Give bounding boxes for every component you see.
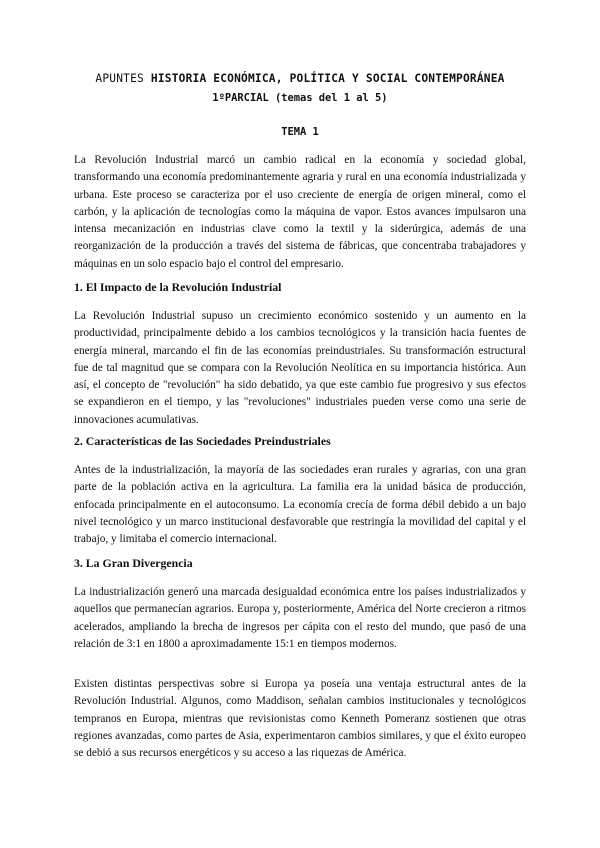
section-3-paragraph-2: Existen distintas perspectivas sobre si Europa ya poseía una ventaja estructural antes de la Revolución Industrial. Algunos, como Maddison, señalan cambios institucionales y tecnológicos tempranos en Europa, mientras que revisionistas como Kenneth Pomeranz sostienen que otras regiones avanzadas, como partes de Asia, experimentaron cambios similares, y que el éxito europeo se debió a sus recursos energéticos y su acceso a las riquezas de América. bbox=[74, 678, 526, 760]
section-3-heading: 3. La Gran Divergencia bbox=[74, 556, 193, 570]
section-2-paragraph: Antes de la industrialización, la mayoría de las sociedades eran rurales y agrarias, con una gran parte de la población activa en la agricultura. La familia era la unidad básica de producción, enfocada principalmente en el autoconsumo. La economía crecía de forma débil debido a un bajo nivel tecnológico y un marco institucional desfavorable que restringía la movilidad del capital y el trabajo, y limitaba el comercio internacional. bbox=[74, 464, 526, 546]
parcial-subtitle: 1ºPARCIAL (temas del 1 al 5) bbox=[212, 92, 388, 104]
document-title bbox=[0, 72, 600, 85]
section-3-paragraph-1: La industrialización generó una marcada desigualdad económica entre los países industrializados y aquellos que permanecían agrarios. Europa y, posteriormente, América del Norte crecieron a ritmos acelerados, ampliando la brecha de ingresos per cápita con el resto del mundo, que pasó de una relación de 3:1 en 1800 a aproximadamente 15:1 en tiempos modernos. bbox=[74, 586, 526, 650]
intro-paragraph: La Revolución Industrial marcó un cambio radical en la economía y sociedad global, transformando una economía predominantemente agraria y rural en una economía industrializada y urbana. Este proceso se caracteriza por el uso creciente de energía de origen mineral, como el carbón, y la aplicación de tecnologías como la máquina de vapor. Estos avances impulsaron una intensa mecanización en industrias clave como la textil y la siderúrgica, además de una reorganización de la producción a través del sistema de fábricas, que concentraba trabajadores y máquinas en un solo espacio bajo el control del empresario. bbox=[74, 154, 526, 270]
title-prefix: APUNTES bbox=[95, 72, 144, 85]
section-2-heading: 2. Características de las Sociedades Preindustriales bbox=[74, 434, 331, 448]
section-1-paragraph: La Revolución Industrial supuso un crecimiento económico sostenido y un aumento en la productividad, principalmente debido a los cambios tecnológicos y la transición hacia fuentes de energía mineral, marcando el fin de las economías preindustriales. Su transformación estructural fue de tal magnitud que se compara con la Revolución Neolítica en su importancia histórica. Aun así, el concepto de "revolución" ha sido debatido, ya que este cambio fue progresivo y sus efectos se expandieron en el tiempo, y las "revoluciones" industriales pueden verse como una serie de innovaciones acumulativas. bbox=[74, 310, 526, 426]
section-1-heading: 1. El Impacto de la Revolución Industrial bbox=[74, 280, 282, 294]
tema-heading: TEMA 1 bbox=[281, 126, 319, 138]
title-main: HISTORIA ECONÓMICA, POLÍTICA Y SOCIAL CONTEMPORÁNEA bbox=[150, 72, 505, 85]
